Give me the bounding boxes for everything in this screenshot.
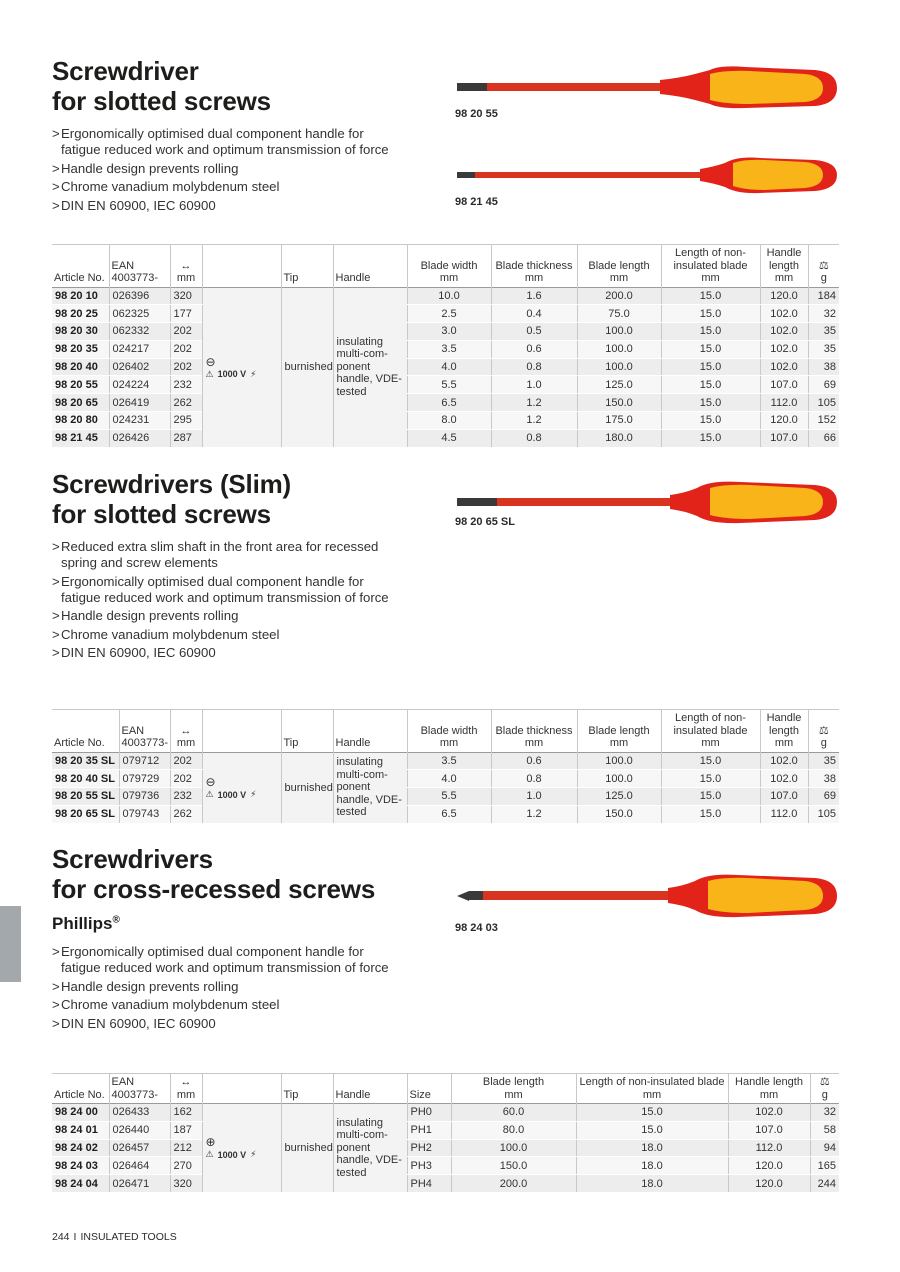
article-no: 98 20 65: [52, 394, 109, 412]
weight: 105: [808, 394, 839, 412]
handle-length: 120.0: [728, 1175, 810, 1193]
blade-thickness: 0.6: [491, 752, 577, 770]
spec-table-phillips: [52, 1073, 839, 1193]
overall-length: 232: [170, 788, 202, 806]
screwdriver-image: [455, 62, 840, 112]
table-row: [52, 788, 839, 806]
blade-length: 100.0: [577, 323, 661, 341]
tip-finish: burnished: [281, 1104, 333, 1193]
noninsulated-length: 18.0: [576, 1139, 728, 1157]
blade-thickness: 1.6: [491, 287, 577, 305]
table-row: [52, 394, 839, 412]
blade-width: 4.0: [407, 770, 491, 788]
weight: 69: [808, 788, 839, 806]
blade-thickness: 0.8: [491, 770, 577, 788]
article-no: 98 20 55: [52, 376, 109, 394]
ean-code: 079729: [119, 770, 170, 788]
col-blade-length: Blade length mm: [577, 710, 661, 753]
page-footer: 244 I INSULATED TOOLS: [52, 1231, 177, 1243]
article-no: 98 20 40 SL: [52, 770, 119, 788]
blade-length: 100.0: [451, 1139, 576, 1157]
noninsulated-length: 15.0: [661, 358, 760, 376]
table-row: [52, 752, 839, 770]
noninsulated-length: 15.0: [661, 305, 760, 323]
tip-size: PH0: [407, 1104, 451, 1122]
overall-length: 202: [170, 770, 202, 788]
feature-list: [52, 126, 397, 214]
feature-item: > Reduced extra slim shaft in the front area for recessed spring and screw elements: [52, 539, 397, 571]
vde-icon: ⚠: [205, 368, 214, 379]
article-no: 98 24 01: [52, 1121, 109, 1139]
blade-length: 80.0: [451, 1121, 576, 1139]
blade-thickness: 1.2: [491, 805, 577, 823]
blade-length: 125.0: [577, 376, 661, 394]
ean-code: 079743: [119, 805, 170, 823]
weight: 35: [808, 752, 839, 770]
noninsulated-length: 15.0: [661, 394, 760, 412]
symbol-cell: [202, 1104, 281, 1193]
noninsulated-length: 15.0: [576, 1104, 728, 1122]
ean-code: 026433: [109, 1104, 170, 1122]
weight: 32: [808, 305, 839, 323]
handle-type: insulating multi-com-ponent handle, VDE-tested: [333, 287, 407, 447]
col-tip: Tip: [281, 710, 333, 753]
tip-size: PH3: [407, 1157, 451, 1175]
weight: 66: [808, 429, 839, 447]
handle-length: 102.0: [760, 752, 808, 770]
col-article: Article No.: [52, 1074, 109, 1104]
noninsulated-length: 15.0: [661, 412, 760, 430]
noninsulated-length: 15.0: [661, 752, 760, 770]
feature-item: > Ergonomically optimised dual component handle for fatigue reduced work and optimum transmission of force: [52, 944, 397, 976]
overall-length: 262: [170, 394, 202, 412]
weight: 32: [810, 1104, 839, 1122]
ean-code: 026402: [109, 358, 170, 376]
insulation-icon: ⚡: [250, 789, 257, 800]
table-row: [52, 323, 839, 341]
handle-length: 102.0: [728, 1104, 810, 1122]
col-article: Article No.: [52, 245, 109, 288]
noninsulated-length: 15.0: [661, 429, 760, 447]
screwdriver-image: [455, 152, 840, 198]
feature-item: > DIN EN 60900, IEC 60900: [52, 1016, 397, 1032]
screwdriver-image: [455, 870, 840, 922]
noninsulated-length: 15.0: [661, 770, 760, 788]
handle-type: insulating multi-com-ponent handle, VDE-tested: [333, 1104, 407, 1193]
weight: 152: [808, 412, 839, 430]
blade-thickness: 1.0: [491, 788, 577, 806]
slot-icon: ⊖: [205, 775, 216, 790]
col-article: Article No.: [52, 710, 119, 753]
col-size: Size: [407, 1074, 451, 1104]
noninsulated-length: 18.0: [576, 1157, 728, 1175]
length-arrow-icon: ↔: [180, 724, 192, 737]
col-handle: Handle: [333, 245, 407, 288]
weight: 94: [810, 1139, 839, 1157]
ean-code: 079736: [119, 788, 170, 806]
handle-length: 120.0: [760, 412, 808, 430]
ean-code: 024231: [109, 412, 170, 430]
feature-item: > Handle design prevents rolling: [52, 979, 397, 995]
feature-item: > Handle design prevents rolling: [52, 608, 397, 624]
ean-code: 062325: [109, 305, 170, 323]
overall-length: 287: [170, 429, 202, 447]
weight: 244: [810, 1175, 839, 1193]
article-no: 98 24 02: [52, 1139, 109, 1157]
feature-item: > Ergonomically optimised dual component handle for fatigue reduced work and optimum transmission of force: [52, 126, 397, 158]
scale-icon: ⚖: [818, 259, 829, 272]
table-row: [52, 1121, 839, 1139]
article-no: 98 20 65 SL: [52, 805, 119, 823]
noninsulated-length: 15.0: [661, 376, 760, 394]
weight: 69: [808, 376, 839, 394]
blade-length: 200.0: [451, 1175, 576, 1193]
blade-thickness: 0.8: [491, 429, 577, 447]
col-tip: Tip: [281, 1074, 333, 1104]
table-row: [52, 770, 839, 788]
handle-type: insulating multi-com-ponent handle, VDE-tested: [333, 752, 407, 823]
tool-label: 98 24 03: [455, 922, 498, 934]
blade-length: 75.0: [577, 305, 661, 323]
title-line-1: Screwdrivers: [52, 844, 213, 874]
handle-length: 120.0: [728, 1157, 810, 1175]
ean-code: 026464: [109, 1157, 170, 1175]
overall-length: 320: [170, 1175, 202, 1193]
overall-length: 212: [170, 1139, 202, 1157]
voltage-label: 1000 V: [217, 789, 247, 800]
feature-list: [52, 539, 397, 661]
page-number: 244: [52, 1231, 70, 1243]
article-no: 98 20 25: [52, 305, 109, 323]
ean-code: 026426: [109, 429, 170, 447]
table-row: [52, 376, 839, 394]
noninsulated-length: 15.0: [576, 1121, 728, 1139]
tip-size: PH1: [407, 1121, 451, 1139]
feature-list: [52, 944, 397, 1032]
feature-item: > Handle design prevents rolling: [52, 161, 397, 177]
title-line-1: Screwdriver: [52, 56, 199, 86]
overall-length: 202: [170, 340, 202, 358]
table-row: [52, 805, 839, 823]
vde-icon: ⚠: [205, 1149, 214, 1160]
vde-icon: ⚠: [205, 789, 214, 800]
tool-label: 98 20 55: [455, 108, 498, 120]
ean-code: 026471: [109, 1175, 170, 1193]
ean-code: 026396: [109, 287, 170, 305]
overall-length: 177: [170, 305, 202, 323]
article-no: 98 20 35 SL: [52, 752, 119, 770]
spec-table-slim: [52, 709, 839, 824]
weight: 105: [808, 805, 839, 823]
title-line-1: Screwdrivers (Slim): [52, 469, 291, 499]
noninsulated-length: 15.0: [661, 805, 760, 823]
weight: 184: [808, 287, 839, 305]
col-weight: ⚖ g: [808, 245, 839, 288]
length-arrow-icon: ↔: [180, 259, 192, 272]
col-handle-length: Handle length mm: [760, 245, 808, 288]
voltage-label: 1000 V: [217, 1149, 247, 1160]
blade-length: 100.0: [577, 358, 661, 376]
slot-icon: ⊖: [205, 354, 216, 369]
length-arrow-icon: ↔: [180, 1076, 192, 1088]
section-subtitle: Phillips®: [52, 914, 120, 933]
handle-length: 102.0: [760, 323, 808, 341]
col-blade-length: Blade length mm: [451, 1074, 576, 1104]
weight: 38: [808, 358, 839, 376]
blade-thickness: 0.6: [491, 340, 577, 358]
noninsulated-length: 18.0: [576, 1175, 728, 1193]
ean-code: 026419: [109, 394, 170, 412]
ean-code: 024224: [109, 376, 170, 394]
ean-code: 026457: [109, 1139, 170, 1157]
col-handle-length: Handle length mm: [760, 710, 808, 753]
blade-width: 2.5: [407, 305, 491, 323]
col-noninsulated: Length of non-insulated blade mm: [576, 1074, 728, 1104]
handle-length: 112.0: [728, 1139, 810, 1157]
col-ean: EAN 4003773-: [109, 1074, 170, 1104]
overall-length: 202: [170, 358, 202, 376]
table-row: [52, 358, 839, 376]
blade-thickness: 0.4: [491, 305, 577, 323]
blade-length: 200.0: [577, 287, 661, 305]
col-blade-length: Blade length mm: [577, 245, 661, 288]
blade-thickness: 0.5: [491, 323, 577, 341]
noninsulated-length: 15.0: [661, 323, 760, 341]
blade-length: 100.0: [577, 770, 661, 788]
feature-item: > Chrome vanadium molybdenum steel: [52, 997, 397, 1013]
blade-width: 8.0: [407, 412, 491, 430]
blade-length: 150.0: [577, 394, 661, 412]
col-blade-thickness: Blade thickness mm: [491, 710, 577, 753]
cross-slot-icon: ⊕: [205, 1135, 216, 1150]
tip-size: PH4: [407, 1175, 451, 1193]
ean-code: 026440: [109, 1121, 170, 1139]
blade-length: 125.0: [577, 788, 661, 806]
overall-length: 162: [170, 1104, 202, 1122]
tip-finish: burnished: [281, 287, 333, 447]
symbol-cell: [202, 287, 281, 447]
table-row: [52, 1139, 839, 1157]
blade-width: 3.5: [407, 340, 491, 358]
feature-item: > Chrome vanadium molybdenum steel: [52, 179, 397, 195]
article-no: 98 21 45: [52, 429, 109, 447]
blade-thickness: 1.2: [491, 394, 577, 412]
handle-length: 112.0: [760, 394, 808, 412]
handle-length: 107.0: [728, 1121, 810, 1139]
noninsulated-length: 15.0: [661, 340, 760, 358]
col-noninsulated: Length of non- insulated blade mm: [661, 245, 760, 288]
col-length: ↔ mm: [170, 245, 202, 288]
overall-length: 295: [170, 412, 202, 430]
blade-thickness: 1.0: [491, 376, 577, 394]
col-symbols: [202, 710, 281, 753]
title-line-2: for cross-recessed screws: [52, 874, 376, 904]
weight: 35: [808, 340, 839, 358]
blade-width: 5.5: [407, 788, 491, 806]
col-symbols: [202, 1074, 281, 1104]
ean-code: 079712: [119, 752, 170, 770]
ean-code: 062332: [109, 323, 170, 341]
table-row: [52, 429, 839, 447]
symbol-cell: [202, 752, 281, 823]
footer-section: INSULATED TOOLS: [80, 1231, 177, 1243]
spec-table-slotted: [52, 244, 839, 448]
blade-length: 175.0: [577, 412, 661, 430]
insulation-icon: ⚡: [250, 368, 257, 379]
blade-width: 6.5: [407, 394, 491, 412]
handle-length: 102.0: [760, 305, 808, 323]
table-header-row: [52, 710, 839, 753]
feature-item: > Ergonomically optimised dual component handle for fatigue reduced work and optimum transmission of force: [52, 574, 397, 606]
col-weight: ⚖ g: [810, 1074, 839, 1104]
tool-label: 98 21 45: [455, 196, 498, 208]
scale-icon: ⚖: [819, 1076, 830, 1088]
blade-thickness: 0.8: [491, 358, 577, 376]
article-no: 98 24 00: [52, 1104, 109, 1122]
overall-length: 270: [170, 1157, 202, 1175]
tool-label: 98 20 65 SL: [455, 516, 515, 528]
col-noninsulated: Length of non- insulated blade mm: [661, 710, 760, 753]
col-length: ↔ mm: [170, 1074, 202, 1104]
voltage-label: 1000 V: [217, 369, 247, 380]
title-line-2: for slotted screws: [52, 499, 271, 529]
overall-length: 202: [170, 752, 202, 770]
scale-icon: ⚖: [818, 724, 829, 737]
blade-thickness: 1.2: [491, 412, 577, 430]
col-handle: Handle: [333, 710, 407, 753]
blade-length: 150.0: [577, 805, 661, 823]
article-no: 98 20 35: [52, 340, 109, 358]
handle-length: 107.0: [760, 788, 808, 806]
table-row: [52, 287, 839, 305]
blade-width: 4.0: [407, 358, 491, 376]
blade-length: 150.0: [451, 1157, 576, 1175]
overall-length: 187: [170, 1121, 202, 1139]
col-ean: EAN 4003773-: [109, 245, 170, 288]
col-length: ↔ mm: [170, 710, 202, 753]
col-handle: Handle: [333, 1074, 407, 1104]
col-blade-width: Blade width mm: [407, 245, 491, 288]
insulation-icon: ⚡: [250, 1149, 257, 1160]
table-row: [52, 1175, 839, 1193]
table-row: [52, 305, 839, 323]
col-ean: EAN 4003773-: [119, 710, 170, 753]
handle-length: 102.0: [760, 770, 808, 788]
weight: 58: [810, 1121, 839, 1139]
overall-length: 232: [170, 376, 202, 394]
overall-length: 202: [170, 323, 202, 341]
handle-length: 102.0: [760, 358, 808, 376]
blade-length: 180.0: [577, 429, 661, 447]
col-symbols: [202, 245, 281, 288]
table-row: [52, 340, 839, 358]
handle-length: 102.0: [760, 340, 808, 358]
col-weight: ⚖ g: [808, 710, 839, 753]
ean-code: 024217: [109, 340, 170, 358]
blade-width: 5.5: [407, 376, 491, 394]
weight: 35: [808, 323, 839, 341]
feature-item: > DIN EN 60900, IEC 60900: [52, 198, 397, 214]
table-row: [52, 1157, 839, 1175]
table-header-row: [52, 1074, 839, 1104]
article-no: 98 24 04: [52, 1175, 109, 1193]
noninsulated-length: 15.0: [661, 788, 760, 806]
table-row: [52, 1104, 839, 1122]
title-line-2: for slotted screws: [52, 86, 271, 116]
col-blade-width: Blade width mm: [407, 710, 491, 753]
handle-length: 107.0: [760, 429, 808, 447]
article-no: 98 20 40: [52, 358, 109, 376]
handle-length: 107.0: [760, 376, 808, 394]
tip-size: PH2: [407, 1139, 451, 1157]
noninsulated-length: 15.0: [661, 287, 760, 305]
tip-finish: burnished: [281, 752, 333, 823]
overall-length: 320: [170, 287, 202, 305]
blade-length: 100.0: [577, 752, 661, 770]
blade-width: 6.5: [407, 805, 491, 823]
table-row: [52, 412, 839, 430]
handle-length: 120.0: [760, 287, 808, 305]
article-no: 98 20 80: [52, 412, 109, 430]
article-no: 98 20 10: [52, 287, 109, 305]
weight: 165: [810, 1157, 839, 1175]
blade-width: 3.5: [407, 752, 491, 770]
chapter-tab: [0, 906, 21, 982]
article-no: 98 24 03: [52, 1157, 109, 1175]
weight: 38: [808, 770, 839, 788]
blade-width: 4.5: [407, 429, 491, 447]
blade-length: 60.0: [451, 1104, 576, 1122]
blade-width: 3.0: [407, 323, 491, 341]
col-blade-thickness: Blade thickness mm: [491, 245, 577, 288]
blade-width: 10.0: [407, 287, 491, 305]
handle-length: 112.0: [760, 805, 808, 823]
feature-item: > DIN EN 60900, IEC 60900: [52, 645, 397, 661]
col-handle-length: Handle length mm: [728, 1074, 810, 1104]
feature-item: > Chrome vanadium molybdenum steel: [52, 627, 397, 643]
overall-length: 262: [170, 805, 202, 823]
col-tip: Tip: [281, 245, 333, 288]
table-header-row: [52, 245, 839, 288]
article-no: 98 20 55 SL: [52, 788, 119, 806]
article-no: 98 20 30: [52, 323, 109, 341]
blade-length: 100.0: [577, 340, 661, 358]
